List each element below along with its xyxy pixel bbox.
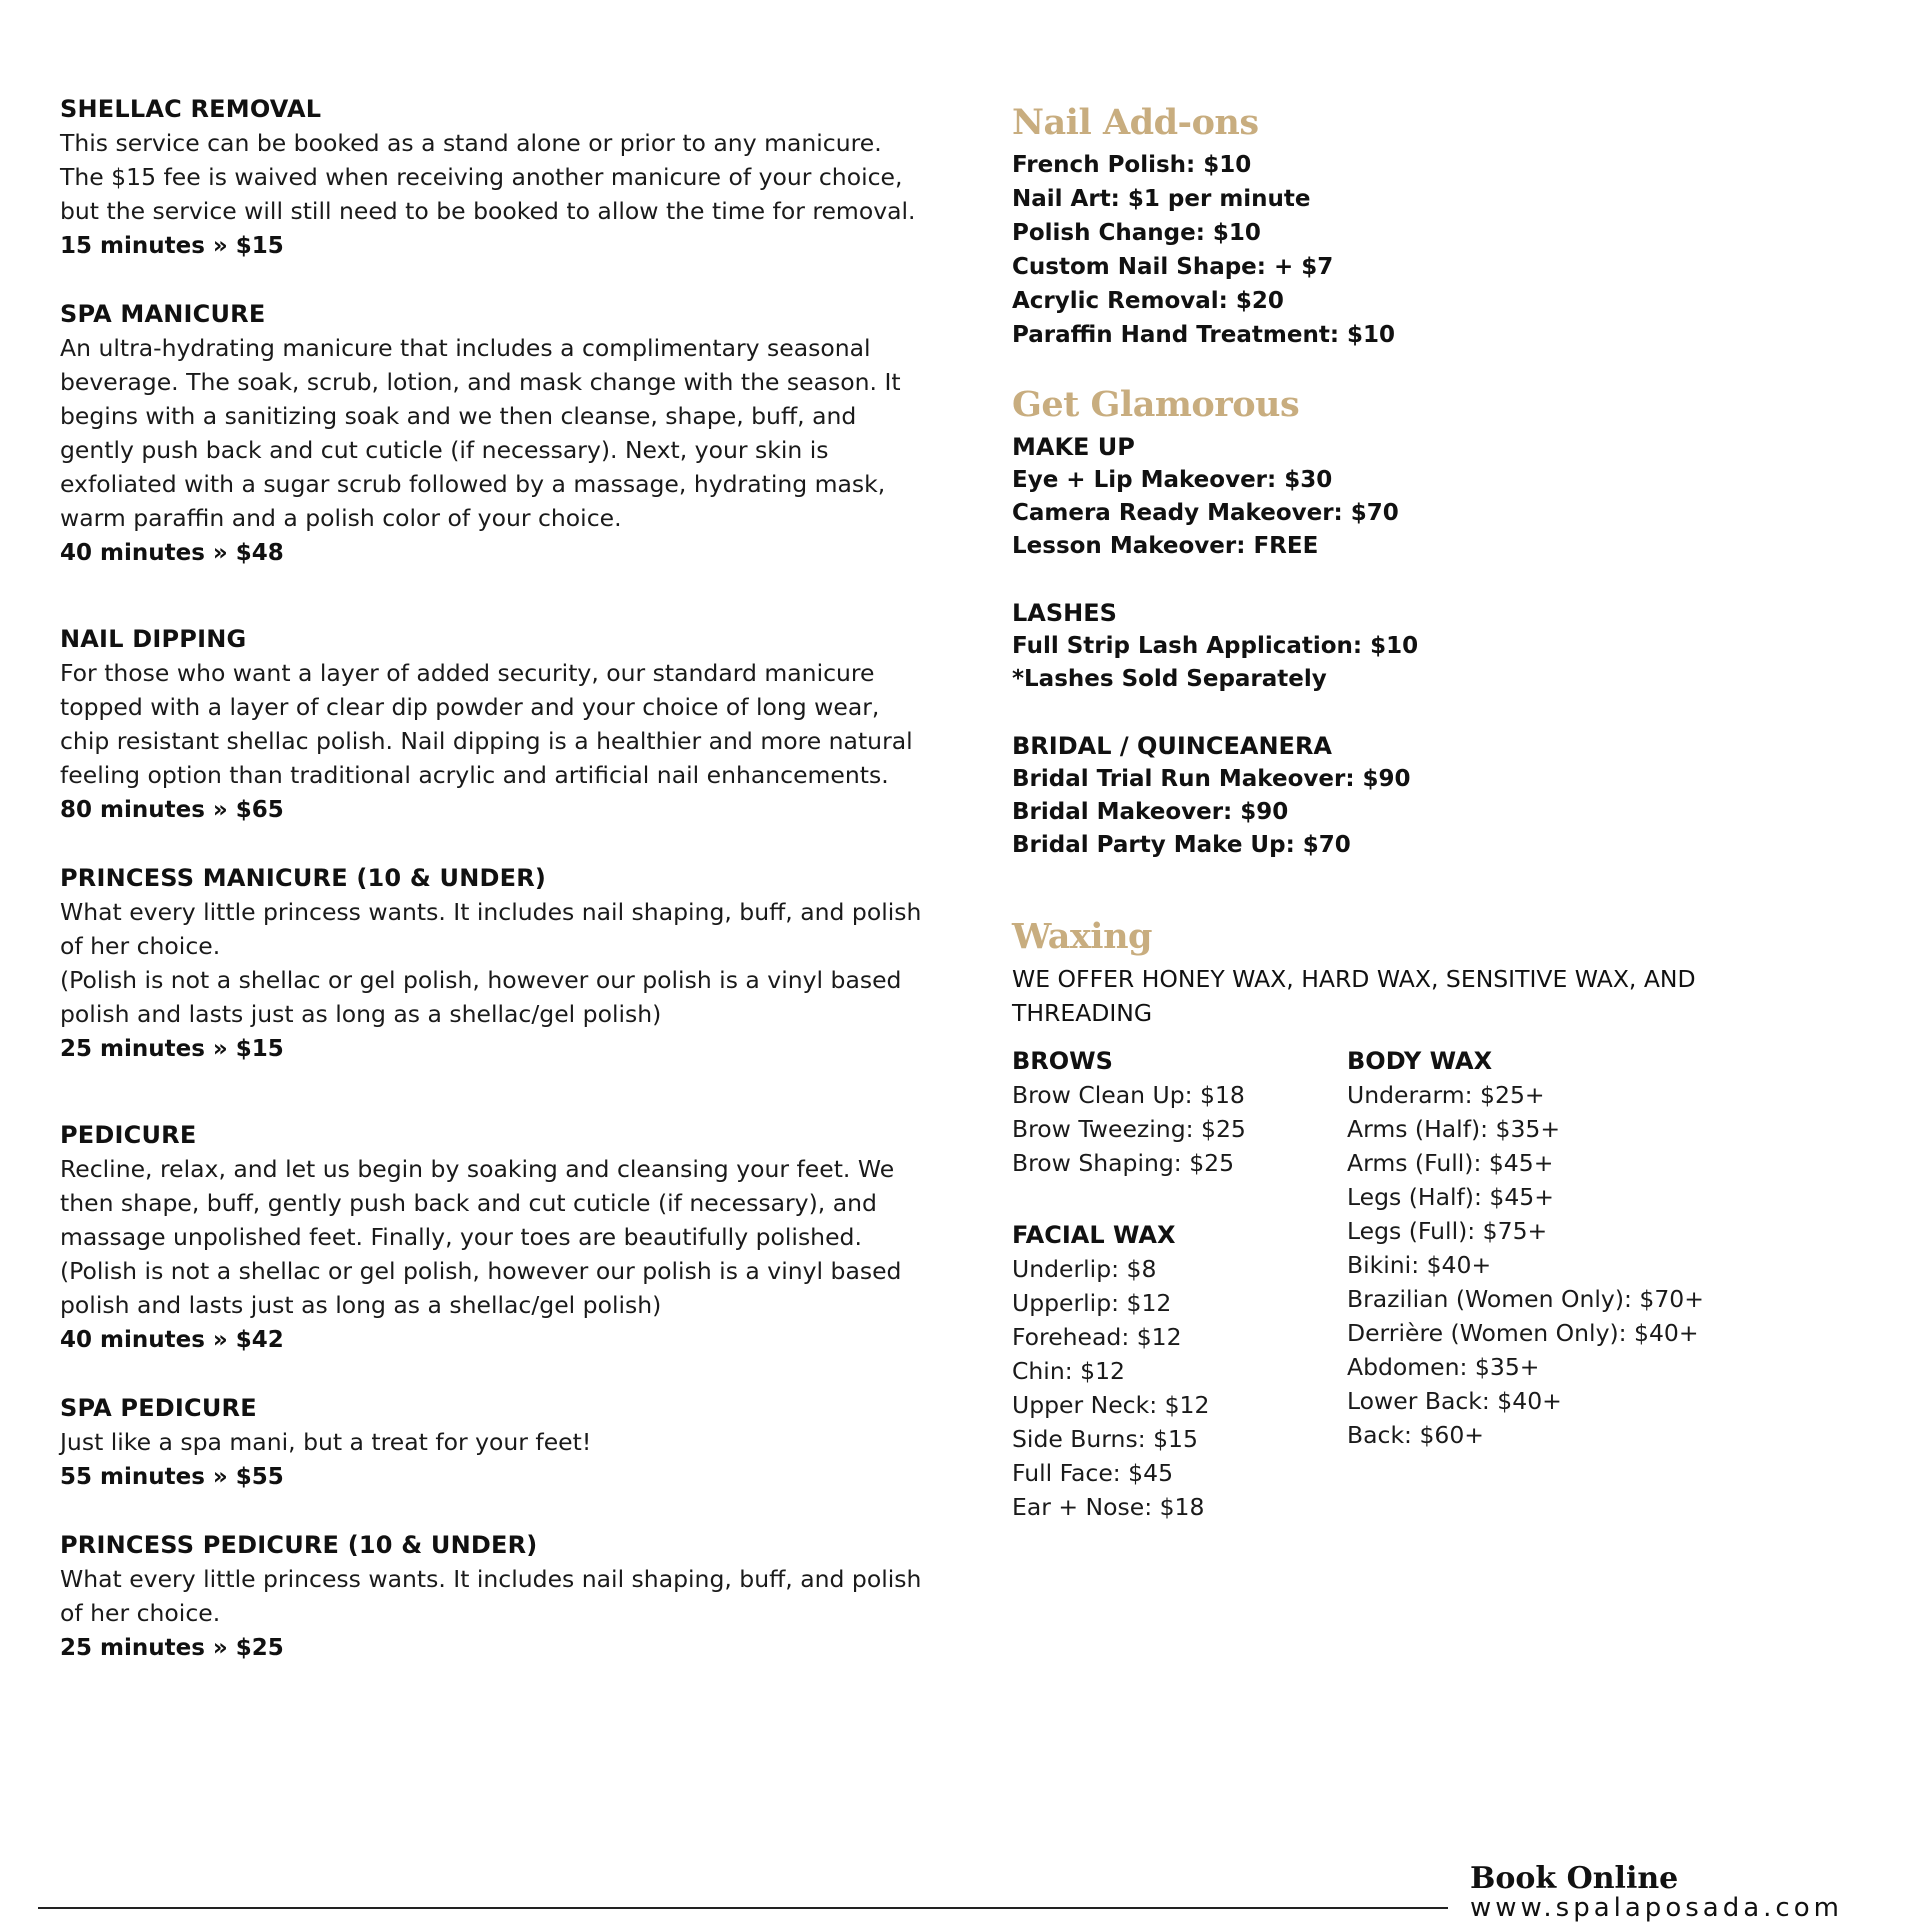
list-item: Side Burns: $15 — [1012, 1425, 1198, 1453]
service-desc-line: of her choice. — [60, 1599, 221, 1627]
list-item: Full Face: $45 — [1012, 1459, 1174, 1487]
service-desc-line: This service can be booked as a stand alone or prior to any manicure. — [60, 129, 882, 157]
service-title: NAIL DIPPING — [60, 625, 247, 653]
service-desc-line: polish and lasts just as long as a shellac/gel polish) — [60, 1000, 662, 1028]
service-desc-line: (Polish is not a shellac or gel polish, however our polish is a vinyl based — [60, 966, 902, 994]
list-item: Upperlip: $12 — [1012, 1289, 1172, 1317]
list-item: Brow Clean Up: $18 — [1012, 1081, 1245, 1109]
list-item: Underlip: $8 — [1012, 1255, 1157, 1283]
list-item: Lesson Makeover: FREE — [1012, 533, 1319, 559]
service-title: SPA MANICURE — [60, 300, 266, 328]
list-item: Arms (Half): $35+ — [1347, 1115, 1561, 1143]
list-item: Acrylic Removal: $20 — [1012, 288, 1284, 314]
footer-divider — [38, 1907, 1448, 1909]
service-desc-line: gently push back and cut cuticle (if necessary). Next, your skin is — [60, 436, 829, 464]
list-item: Derrière (Women Only): $40+ — [1347, 1319, 1699, 1347]
service-desc-line: warm paraffin and a polish color of your choice. — [60, 504, 622, 532]
list-item: Underarm: $25+ — [1347, 1081, 1545, 1109]
list-item: Forehead: $12 — [1012, 1323, 1182, 1351]
service-nail-dipping — [60, 622, 960, 829]
list-item: Paraffin Hand Treatment: $10 — [1012, 322, 1396, 348]
service-price: 55 minutes » $55 — [60, 1464, 284, 1490]
service-desc-line: but the service will still need to be booked to allow the time for removal. — [60, 197, 916, 225]
list-item: Custom Nail Shape: + $7 — [1012, 254, 1334, 280]
service-desc-line: polish and lasts just as long as a shellac/gel polish) — [60, 1291, 662, 1319]
service-desc-line: What every little princess wants. It includes nail shaping, buff, and polish — [60, 1565, 922, 1593]
bridal-section — [1012, 729, 1832, 862]
list-item: French Polish: $10 — [1012, 152, 1252, 178]
service-princess-manicure — [60, 861, 960, 1068]
service-price: 25 minutes » $15 — [60, 1036, 284, 1062]
list-item: Legs (Half): $45+ — [1347, 1183, 1554, 1211]
list-item: Brow Tweezing: $25 — [1012, 1115, 1246, 1143]
service-price: 40 minutes » $48 — [60, 540, 284, 566]
list-item: Back: $60+ — [1347, 1421, 1484, 1449]
extras-column — [1012, 98, 1832, 1524]
nail-addons-heading: Nail Add-ons — [1012, 102, 1259, 143]
list-item: Abdomen: $35+ — [1347, 1353, 1540, 1381]
service-title: PEDICURE — [60, 1121, 197, 1149]
service-price: 25 minutes » $25 — [60, 1635, 284, 1661]
list-item: Bridal Makeover: $90 — [1012, 799, 1289, 825]
lashes-section — [1012, 596, 1832, 696]
makeup-title: MAKE UP — [1012, 433, 1135, 461]
service-desc-line: of her choice. — [60, 932, 221, 960]
list-item: Brazilian (Women Only): $70+ — [1347, 1285, 1704, 1313]
service-desc-line: then shape, buff, gently push back and cut cuticle (if necessary), and — [60, 1189, 877, 1217]
waxing-intro-line: WE OFFER HONEY WAX, HARD WAX, SENSITIVE WAX, AND — [1012, 965, 1696, 993]
service-desc-line: (Polish is not a shellac or gel polish, however our polish is a vinyl based — [60, 1257, 902, 1285]
service-desc-line: chip resistant shellac polish. Nail dipping is a healthier and more natural — [60, 727, 913, 755]
service-spa-pedicure — [60, 1391, 960, 1496]
book-online-link[interactable]: Book Online — [1470, 1861, 1679, 1896]
facial-wax-title: FACIAL WAX — [1012, 1221, 1176, 1249]
list-item: Bikini: $40+ — [1347, 1251, 1492, 1279]
service-desc-line: Recline, relax, and let us begin by soaking and cleansing your feet. We — [60, 1155, 895, 1183]
body-wax-title: BODY WAX — [1347, 1047, 1493, 1075]
service-desc-line: massage unpolished feet. Finally, your toes are beautifully polished. — [60, 1223, 862, 1251]
list-item: Ear + Nose: $18 — [1012, 1493, 1205, 1521]
service-desc-line: beverage. The soak, scrub, lotion, and mask change with the season. It — [60, 368, 901, 396]
list-item: Legs (Full): $75+ — [1347, 1217, 1548, 1245]
nail-addons-list — [1012, 148, 1832, 352]
waxing-intro-line: THREADING — [1012, 999, 1153, 1027]
services-column — [60, 92, 960, 1667]
service-pedicure — [60, 1118, 960, 1359]
service-price: 15 minutes » $15 — [60, 233, 284, 259]
service-price: 40 minutes » $42 — [60, 1327, 284, 1353]
list-item: Eye + Lip Makeover: $30 — [1012, 467, 1333, 493]
list-item: Bridal Trial Run Makeover: $90 — [1012, 766, 1411, 792]
makeup-section — [1012, 430, 1832, 563]
service-desc-line: What every little princess wants. It includes nail shaping, buff, and polish — [60, 898, 922, 926]
list-item: *Lashes Sold Separately — [1012, 666, 1327, 692]
list-item: Nail Art: $1 per minute — [1012, 186, 1311, 212]
list-item: Brow Shaping: $25 — [1012, 1149, 1235, 1177]
service-desc-line: Just like a spa mani, but a treat for your feet! — [60, 1428, 592, 1456]
brows-title: BROWS — [1012, 1047, 1113, 1075]
list-item: Camera Ready Makeover: $70 — [1012, 500, 1399, 526]
service-desc-line: The $15 fee is waived when receiving another manicure of your choice, — [60, 163, 903, 191]
lashes-title: LASHES — [1012, 599, 1117, 627]
service-desc-line: topped with a layer of clear dip powder and your choice of long wear, — [60, 693, 880, 721]
service-desc-line: exfoliated with a sugar scrub followed by a massage, hydrating mask, — [60, 470, 886, 498]
list-item: Full Strip Lash Application: $10 — [1012, 633, 1419, 659]
service-title: PRINCESS MANICURE (10 & UNDER) — [60, 864, 547, 892]
waxing-columns — [1012, 1044, 1832, 1524]
service-shellac-removal — [60, 92, 960, 265]
service-desc-line: For those who want a layer of added security, our standard manicure — [60, 659, 875, 687]
service-title: SHELLAC REMOVAL — [60, 95, 322, 123]
get-glamorous-heading: Get Glamorous — [1012, 384, 1300, 425]
list-item: Upper Neck: $12 — [1012, 1391, 1210, 1419]
service-title: PRINCESS PEDICURE (10 & UNDER) — [60, 1531, 538, 1559]
service-price: 80 minutes » $65 — [60, 797, 284, 823]
service-desc-line: feeling option than traditional acrylic and artificial nail enhancements. — [60, 761, 889, 789]
list-item: Lower Back: $40+ — [1347, 1387, 1562, 1415]
service-title: SPA PEDICURE — [60, 1394, 257, 1422]
waxing-heading: Waxing — [1012, 916, 1153, 957]
service-desc-line: An ultra-hydrating manicure that includes a complimentary seasonal — [60, 334, 871, 362]
service-desc-line: begins with a sanitizing soak and we then cleanse, shape, buff, and — [60, 402, 857, 430]
bridal-title: BRIDAL / QUINCEANERA — [1012, 732, 1332, 760]
website-link[interactable]: www.spalaposada.com — [1470, 1893, 1843, 1923]
list-item: Polish Change: $10 — [1012, 220, 1261, 246]
list-item: Chin: $12 — [1012, 1357, 1125, 1385]
brows-facial-column — [1012, 1044, 1347, 1524]
service-princess-pedicure — [60, 1528, 960, 1667]
service-spa-manicure — [60, 297, 960, 572]
list-item: Arms (Full): $45+ — [1347, 1149, 1554, 1177]
list-item: Bridal Party Make Up: $70 — [1012, 832, 1351, 858]
body-wax-column — [1347, 1044, 1777, 1524]
